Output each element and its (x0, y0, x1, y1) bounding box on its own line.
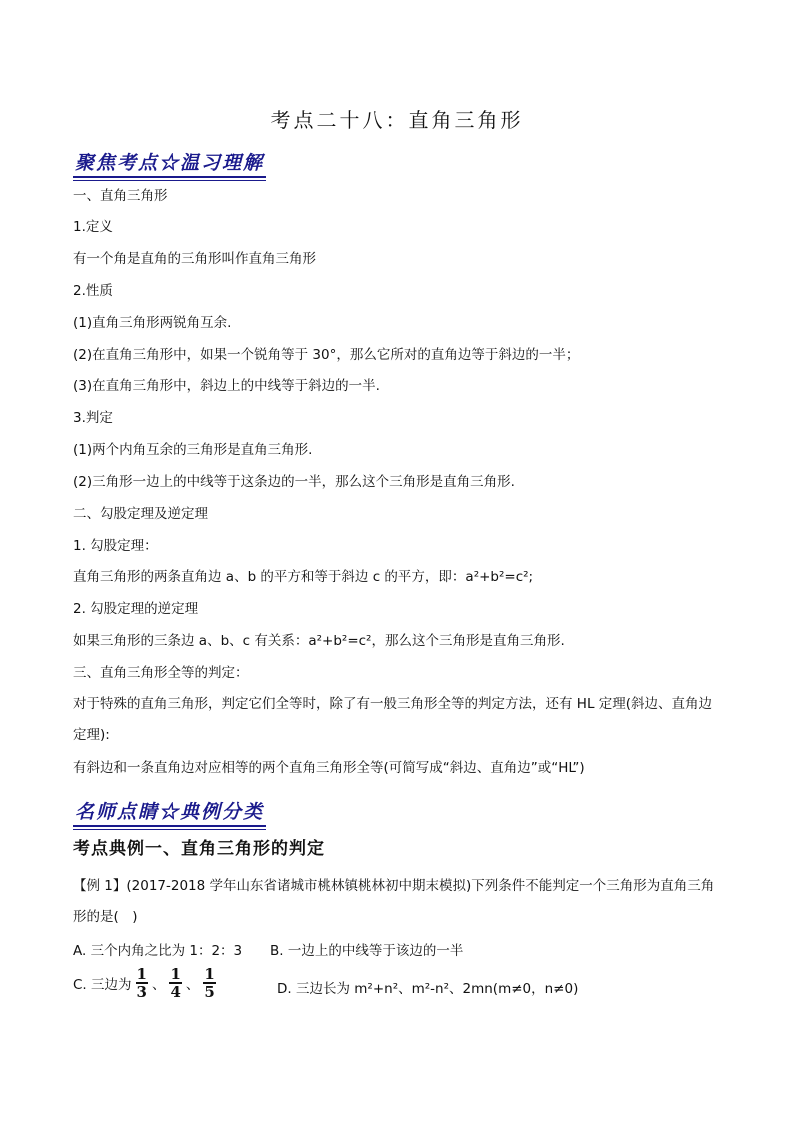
heading-right-triangle: 一、直角三角形 (73, 188, 168, 204)
subheading-criteria: 3.判定 (73, 410, 113, 426)
criterion-2: (2)三角形一边上的中线等于这条边的一半，那么这个三角形是直角三角形. (73, 474, 515, 490)
fraction-one-fifth: $\frac{1}{5}$ (204, 965, 215, 1001)
option-c-label: C. 三边为 (73, 977, 132, 993)
definition-text: 有一个角是直角的三角形叫作直角三角形 (73, 251, 316, 267)
pythagorean-theorem-text: 直角三角形的两条直角边 a、b 的平方和等于斜边 c 的平方，即：a²+b²=c²; (73, 569, 534, 585)
separator: 、 (151, 977, 166, 993)
subheading-converse: 2. 勾股定理的逆定理 (73, 601, 199, 617)
heading-pythagorean: 二、勾股定理及逆定理 (73, 506, 208, 522)
option-a: A. 三个内角之比为 1：2：3 (73, 943, 243, 959)
section-banner-focus: 聚焦考点☆温习理解 (73, 148, 266, 178)
heading-congruence: 三、直角三角形全等的判定： (73, 665, 249, 681)
property-1: (1)直角三角形两锐角互余. (73, 315, 232, 331)
congruence-text: 对于特殊的直角三角形，判定它们全等时，除了有一般三角形全等的判定方法，还有 HL 定理(斜边、直角边定理): (73, 696, 713, 743)
subheading-definition: 1.定义 (73, 219, 113, 235)
page-title: 考点二十八：直角三角形 (270, 108, 524, 132)
example-1-stem: 【例 1】(2017-2018 学年山东省诸城市桃林镇桃林初中期末模拟)下列条件不能判定一个三角形为直角三角形的是( ) (73, 878, 715, 925)
fraction-one-fourth: $\frac{1}{4}$ (170, 965, 181, 1001)
option-c (73, 966, 220, 1000)
separator: 、 (185, 977, 200, 993)
criterion-1: (1)两个内角互余的三角形是直角三角形. (73, 442, 313, 458)
option-d: D. 三边长为 m²+n²、m²-n²、2mn(m≠0，n≠0) (277, 981, 579, 997)
option-b: B. 一边上的中线等于该边的一半 (270, 943, 464, 959)
subheading-properties: 2.性质 (73, 283, 113, 299)
example-heading: 考点典例一、直角三角形的判定 (73, 839, 325, 859)
property-2: (2)在直角三角形中，如果一个锐角等于 30°，那么它所对的直角边等于斜边的一半； (73, 347, 580, 363)
hl-theorem-text: 有斜边和一条直角边对应相等的两个直角三角形全等(可简写成“斜边、直角边”或“HL”) (73, 760, 585, 776)
converse-text: 如果三角形的三条边 a、b、c 有关系：a²+b²=c²，那么这个三角形是直角三角形. (73, 633, 565, 649)
section-banner-examples: 名师点睛☆典例分类 (73, 797, 266, 827)
property-3: (3)在直角三角形中，斜边上的中线等于斜边的一半. (73, 378, 380, 394)
fraction-one-third: $\frac{1}{3}$ (136, 965, 147, 1001)
subheading-pythagorean-theorem: 1. 勾股定理： (73, 538, 158, 554)
